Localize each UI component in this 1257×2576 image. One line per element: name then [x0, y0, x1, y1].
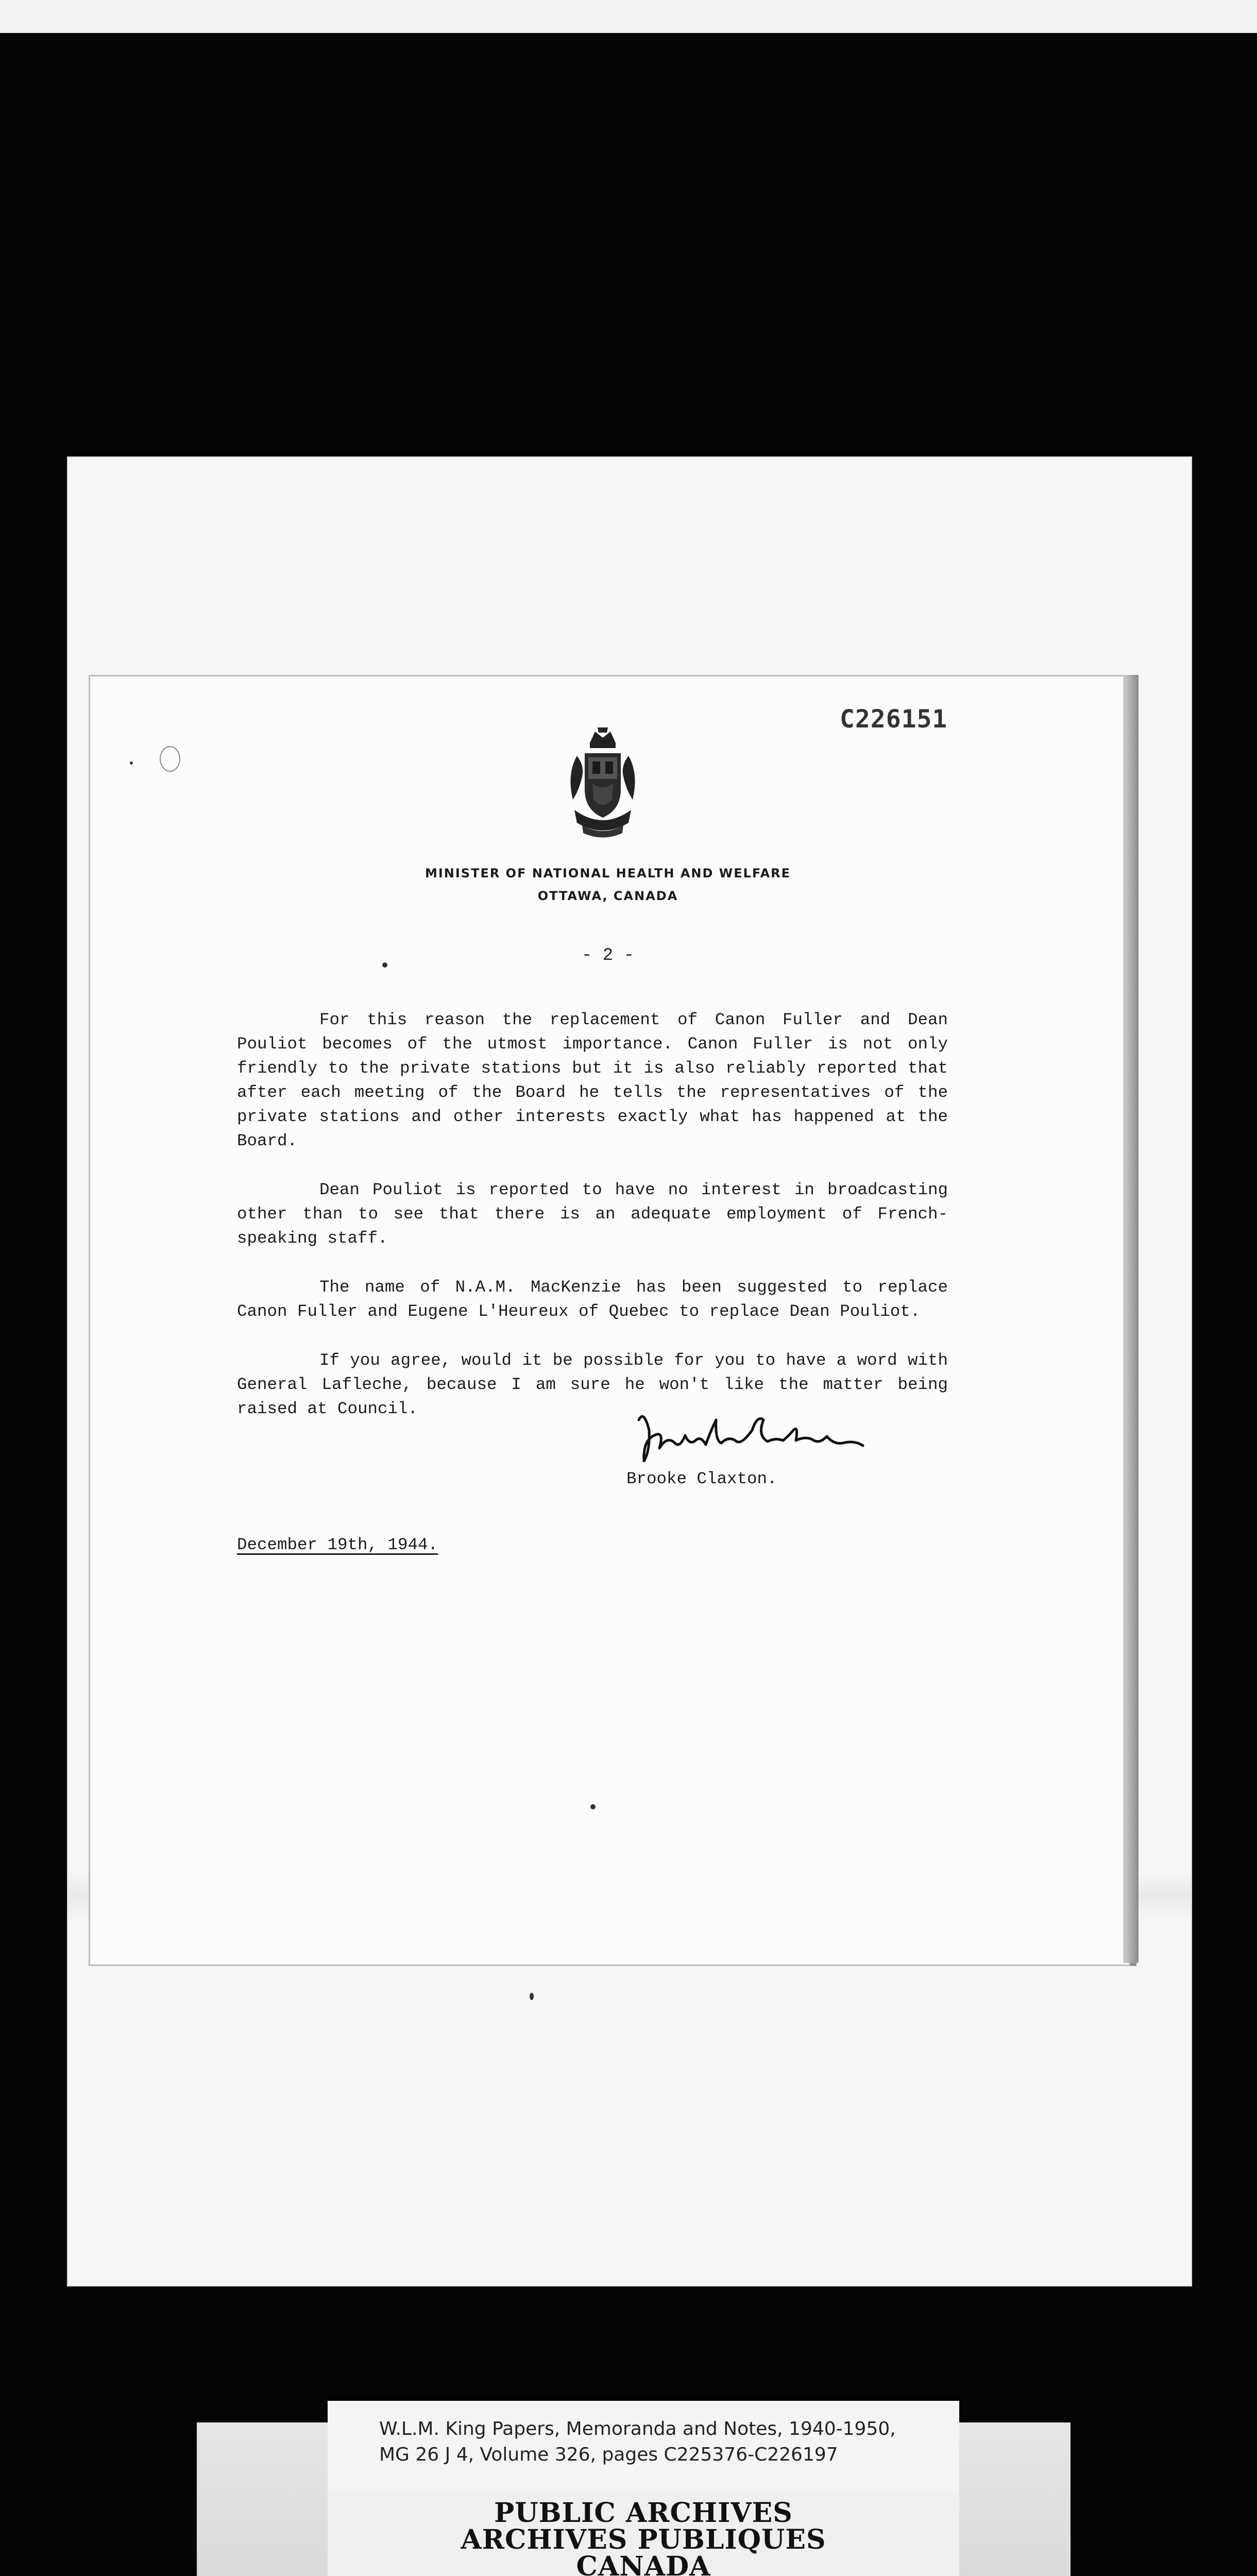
archive-credit-text: [379, 2416, 896, 2468]
handwritten-signature: [628, 1399, 865, 1466]
credit-line-1: W.L.M. King Papers, Memoranda and Notes, 1940-1950,: [379, 2418, 896, 2439]
credit-line-2: MG 26 J 4, Volume 326, pages C225376-C226197: [379, 2444, 838, 2465]
letterhead-minister: MINISTER OF NATIONAL HEALTH AND WELFARE: [424, 866, 791, 880]
letterhead-city: OTTAWA, CANADA: [537, 889, 678, 903]
dust-speck: [130, 761, 133, 765]
dust-speck: [530, 1993, 534, 2000]
dust-speck: [382, 962, 387, 968]
paragraph-4: If you agree, would it be possible for you to have a word with General Lafleche, because I am sure he won't like the matter being raised at Council.: [237, 1351, 948, 1418]
stamp-line-3: CANADA: [576, 2551, 711, 2576]
paragraph-2: Dean Pouliot is reported to have no interest in broadcasting other than to see that there is an adequate employment of French-speaking staff.: [237, 1180, 948, 1248]
punch-hole-mark: [160, 746, 180, 772]
paragraph-1: For this reason the replacement of Canon Fuller and Dean Pouliot becomes of the utmost importance. Canon Fuller is not only friendly to the private stations but it is also reliably reported that after each meeting of the Board he tells the representatives of the private stations and other interests exactly what has happened at the Board.: [237, 1010, 948, 1150]
letterhead: [340, 863, 876, 906]
dust-speck: [590, 1804, 596, 1809]
document-number: C226151: [840, 705, 948, 734]
signer-name: Brooke Claxton.: [626, 1469, 777, 1488]
letter-date: December 19th, 1944.: [237, 1535, 438, 1554]
archive-stamp: [328, 2497, 959, 2576]
letter-body: [237, 1008, 948, 1446]
paragraph-3: The name of N.A.M. MacKenzie has been suggested to replace Canon Fuller and Eugene L'Heureux of Quebec to replace Dean Pouliot.: [237, 1278, 948, 1321]
page-number: - 2 -: [581, 946, 635, 965]
coat-of-arms-icon: [562, 727, 644, 841]
page-edge-shadow: [1123, 675, 1139, 1963]
stamp-line-2: ARCHIVES PUBLIQUES: [461, 2524, 826, 2555]
stamp-line-1: PUBLIC ARCHIVES: [494, 2497, 793, 2529]
scan-top-edge: [0, 0, 1257, 33]
